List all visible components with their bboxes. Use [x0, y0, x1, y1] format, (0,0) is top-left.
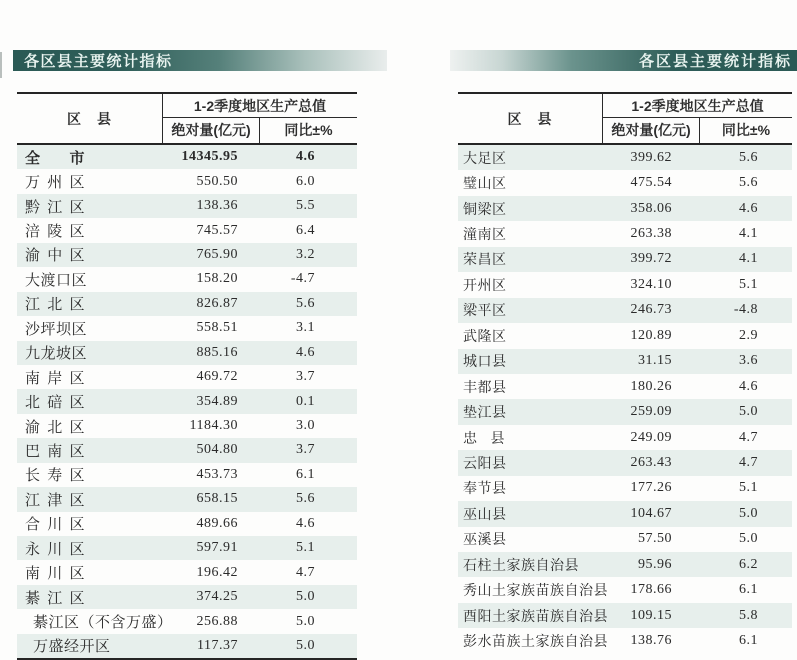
sub-header-row — [163, 118, 357, 143]
table-row — [458, 552, 792, 577]
column-header-absolute: 绝对量(亿元) — [611, 122, 691, 138]
gdp-absolute-cell: 256.88 — [196, 613, 238, 629]
district-name-cell: 秀山土家族苗族自治县 — [463, 584, 608, 600]
table-row — [458, 221, 792, 246]
gdp-absolute-cell: 177.26 — [630, 480, 672, 496]
gdp-absolute-cell: 550.50 — [196, 173, 238, 189]
district-name-cell: 梁平区 — [463, 304, 507, 320]
stats-table-right — [458, 92, 792, 654]
gdp-absolute-cell: 57.50 — [638, 531, 672, 547]
table-row — [458, 298, 792, 323]
table-row — [17, 169, 357, 193]
table-header — [17, 94, 357, 145]
district-name-cell: 永川区 — [25, 541, 85, 558]
yoy-percent-cell: 4.6 — [739, 200, 758, 216]
table-row — [17, 487, 357, 511]
yoy-percent-cell: 6.2 — [739, 556, 758, 572]
district-name-cell: 彭水苗族土家族自治县 — [463, 635, 608, 651]
gdp-absolute-cell: 658.15 — [196, 491, 238, 507]
table-row — [17, 536, 357, 560]
district-name-cell: 沙坪坝区 — [25, 321, 88, 338]
gdp-absolute-cell: 14345.95 — [181, 149, 238, 165]
stats-table-left — [17, 92, 357, 660]
table-body — [458, 145, 792, 654]
yoy-percent-cell: 5.8 — [739, 607, 758, 623]
column-header-absolute: 绝对量(亿元) — [171, 122, 251, 138]
table-row — [458, 577, 792, 602]
column-header-gdp-group-wrap — [162, 94, 357, 143]
yoy-percent-cell: 4.6 — [296, 149, 315, 165]
table-row — [458, 450, 792, 475]
table-row — [458, 501, 792, 526]
yoy-percent-cell: 5.1 — [296, 540, 315, 556]
table-row — [17, 560, 357, 584]
table-row — [458, 272, 792, 297]
yoy-percent-cell: 5.6 — [739, 149, 758, 165]
gdp-absolute-cell: 597.91 — [196, 540, 238, 556]
gdp-absolute-cell: 374.25 — [196, 589, 238, 605]
table-row — [17, 243, 357, 267]
column-header-gdp-group: 1-2季度地区生产总值 — [603, 94, 792, 118]
section-title: 各区县主要统计指标 — [638, 53, 792, 70]
yoy-percent-cell: 6.0 — [296, 173, 315, 189]
gdp-absolute-cell: 138.36 — [196, 198, 238, 214]
yoy-percent-cell: 6.4 — [296, 222, 315, 238]
district-name-cell: 万盛经开区 — [33, 639, 111, 656]
gdp-absolute-cell: 249.09 — [630, 429, 672, 445]
district-name-cell: 大足区 — [463, 151, 507, 167]
yoy-percent-cell: 4.7 — [296, 564, 315, 580]
district-name-cell: 巫溪县 — [463, 533, 507, 549]
yoy-percent-cell: 5.0 — [296, 589, 315, 605]
gdp-absolute-cell: 885.16 — [196, 344, 238, 360]
gdp-absolute-cell: 31.15 — [638, 353, 672, 369]
table-row — [17, 414, 357, 438]
district-name-cell: 綦江区（不含万盛） — [33, 615, 173, 632]
yoy-percent-cell: 4.1 — [739, 251, 758, 267]
district-name-cell: 璧山区 — [463, 177, 507, 193]
district-name-cell: 巴南区 — [25, 443, 85, 460]
gdp-absolute-cell: 180.26 — [630, 378, 672, 394]
table-row — [17, 145, 357, 169]
yoy-percent-cell: 4.1 — [739, 226, 758, 242]
table-row — [17, 389, 357, 413]
gdp-absolute-cell: 263.43 — [630, 454, 672, 470]
gdp-absolute-cell: 765.90 — [196, 246, 238, 262]
table-row — [17, 634, 357, 658]
table-row — [17, 267, 357, 291]
gdp-absolute-cell: 469.72 — [196, 369, 238, 385]
table-row — [458, 247, 792, 272]
district-name-cell: 合川区 — [25, 517, 85, 534]
district-name-cell: 南川区 — [25, 566, 85, 583]
table-row — [17, 512, 357, 536]
table-row — [17, 194, 357, 218]
table-row — [458, 374, 792, 399]
yoy-percent-cell: 5.5 — [296, 198, 315, 214]
yoy-percent-cell: 5.0 — [739, 404, 758, 420]
gdp-absolute-cell: 95.96 — [638, 556, 672, 572]
column-header-yoy: 同比±% — [699, 118, 792, 143]
gdp-absolute-cell: 109.15 — [630, 607, 672, 623]
yoy-percent-cell: 4.7 — [739, 429, 758, 445]
table-row — [458, 196, 792, 221]
gdp-absolute-cell: 259.09 — [630, 404, 672, 420]
yoy-percent-cell: 4.7 — [739, 454, 758, 470]
district-name-cell: 荣昌区 — [463, 253, 507, 269]
column-header-gdp-group-wrap — [602, 94, 792, 143]
yoy-percent-cell: 3.6 — [739, 353, 758, 369]
table-row — [17, 316, 357, 340]
gdp-absolute-cell: 196.42 — [196, 564, 238, 580]
yoy-percent-cell: 4.6 — [296, 515, 315, 531]
district-name-cell: 武隆区 — [463, 329, 507, 345]
column-header-yoy: 同比±% — [259, 118, 357, 143]
district-name-cell: 江津区 — [25, 492, 85, 509]
gdp-absolute-cell: 399.62 — [630, 149, 672, 165]
district-name-cell: 酉阳土家族苗族自治县 — [463, 609, 608, 625]
district-name-cell: 潼南区 — [463, 228, 507, 244]
yoy-percent-cell: -4.8 — [733, 302, 758, 318]
yoy-percent-cell: 6.1 — [296, 466, 315, 482]
yoy-percent-cell: 5.1 — [739, 480, 758, 496]
district-name-cell: 城口县 — [463, 355, 507, 371]
gdp-absolute-cell: 354.89 — [196, 393, 238, 409]
district-name-cell: 万州区 — [25, 175, 85, 192]
sub-header-row — [603, 118, 792, 143]
gdp-absolute-cell: 324.10 — [630, 276, 672, 292]
page-edge-artifact — [0, 52, 2, 78]
table-row — [458, 399, 792, 424]
district-name-cell: 铜梁区 — [463, 202, 507, 218]
yoy-percent-cell: 3.2 — [296, 246, 315, 262]
gdp-absolute-cell: 745.57 — [196, 222, 238, 238]
table-row — [458, 476, 792, 501]
district-name-cell: 云阳县 — [463, 456, 507, 472]
gdp-absolute-cell: 453.73 — [196, 466, 238, 482]
yoy-percent-cell: 5.0 — [296, 637, 315, 653]
district-name-cell: 北碚区 — [25, 395, 85, 412]
table-row — [17, 438, 357, 462]
table-row — [17, 292, 357, 316]
yoy-percent-cell: 6.1 — [739, 582, 758, 598]
district-name-cell: 奉节县 — [463, 482, 507, 498]
table-header — [458, 94, 792, 145]
section-title-band-left — [13, 50, 387, 71]
district-name-cell: 南岸区 — [25, 370, 85, 387]
column-header-district: 区 县 — [507, 110, 553, 127]
gdp-absolute-cell: 475.54 — [630, 175, 672, 191]
yoy-percent-cell: 3.0 — [296, 418, 315, 434]
table-row — [17, 341, 357, 365]
district-name-cell: 石柱土家族自治县 — [463, 558, 579, 574]
gdp-absolute-cell: 158.20 — [196, 271, 238, 287]
table-body — [17, 145, 357, 658]
yoy-percent-cell: 0.1 — [296, 393, 315, 409]
gdp-absolute-cell: 1184.30 — [189, 418, 238, 434]
yoy-percent-cell: -4.7 — [290, 271, 315, 287]
yoy-percent-cell: 5.0 — [739, 531, 758, 547]
gdp-absolute-cell: 178.66 — [630, 582, 672, 598]
gdp-absolute-cell: 358.06 — [630, 200, 672, 216]
yoy-percent-cell: 4.6 — [739, 378, 758, 394]
yoy-percent-cell: 4.6 — [296, 344, 315, 360]
section-title-band-right — [450, 50, 797, 71]
gdp-absolute-cell: 104.67 — [630, 505, 672, 521]
right-section — [450, 50, 797, 654]
left-section — [13, 50, 387, 660]
gdp-absolute-cell: 120.89 — [630, 327, 672, 343]
yoy-percent-cell: 5.6 — [739, 175, 758, 191]
gdp-absolute-cell: 826.87 — [196, 295, 238, 311]
table-row — [17, 365, 357, 389]
yoy-percent-cell: 5.0 — [739, 505, 758, 521]
table-row — [458, 145, 792, 170]
table-row — [17, 218, 357, 242]
yoy-percent-cell: 3.7 — [296, 442, 315, 458]
district-name-cell: 黔江区 — [25, 199, 85, 216]
table-row — [17, 463, 357, 487]
yoy-percent-cell: 5.1 — [739, 276, 758, 292]
district-name-cell: 涪陵区 — [25, 224, 85, 241]
table-row — [458, 527, 792, 552]
yoy-percent-cell: 3.1 — [296, 320, 315, 336]
district-name-cell: 忠县 — [463, 431, 505, 447]
district-name-cell: 江北区 — [25, 297, 85, 314]
district-name-cell: 大渡口区 — [25, 272, 88, 289]
table-row — [458, 323, 792, 348]
gdp-absolute-cell: 117.37 — [197, 637, 238, 653]
district-name-cell: 丰都县 — [463, 380, 507, 396]
section-title: 各区县主要统计指标 — [24, 53, 173, 70]
yoy-percent-cell: 5.0 — [296, 613, 315, 629]
yoy-percent-cell: 5.6 — [296, 295, 315, 311]
gdp-absolute-cell: 399.72 — [630, 251, 672, 267]
table-row — [458, 628, 792, 653]
yoy-percent-cell: 2.9 — [739, 327, 758, 343]
gdp-absolute-cell: 138.76 — [630, 633, 672, 649]
district-name-cell: 巫山县 — [463, 507, 507, 523]
gdp-absolute-cell: 246.73 — [630, 302, 672, 318]
district-name-cell: 全市 — [25, 150, 85, 167]
district-name-cell: 垫江县 — [463, 406, 507, 422]
gdp-absolute-cell: 558.51 — [196, 320, 238, 336]
table-row — [458, 170, 792, 195]
table-row — [17, 609, 357, 633]
district-name-cell: 綦江区 — [25, 590, 85, 607]
yoy-percent-cell: 3.7 — [296, 369, 315, 385]
table-row — [17, 585, 357, 609]
district-name-cell: 渝北区 — [25, 419, 85, 436]
district-name-cell: 长寿区 — [25, 468, 85, 485]
district-name-cell: 开州区 — [463, 278, 507, 294]
gdp-absolute-cell: 263.38 — [630, 226, 672, 242]
table-row — [458, 425, 792, 450]
yoy-percent-cell: 6.1 — [739, 633, 758, 649]
district-name-cell: 九龙坡区 — [25, 346, 88, 363]
table-row — [458, 349, 792, 374]
column-header-district: 区 县 — [67, 110, 112, 127]
yoy-percent-cell: 5.6 — [296, 491, 315, 507]
gdp-absolute-cell: 489.66 — [196, 515, 238, 531]
column-header-gdp-group: 1-2季度地区生产总值 — [163, 94, 357, 118]
district-name-cell: 渝中区 — [25, 248, 85, 265]
gdp-absolute-cell: 504.80 — [196, 442, 238, 458]
table-row — [458, 603, 792, 628]
